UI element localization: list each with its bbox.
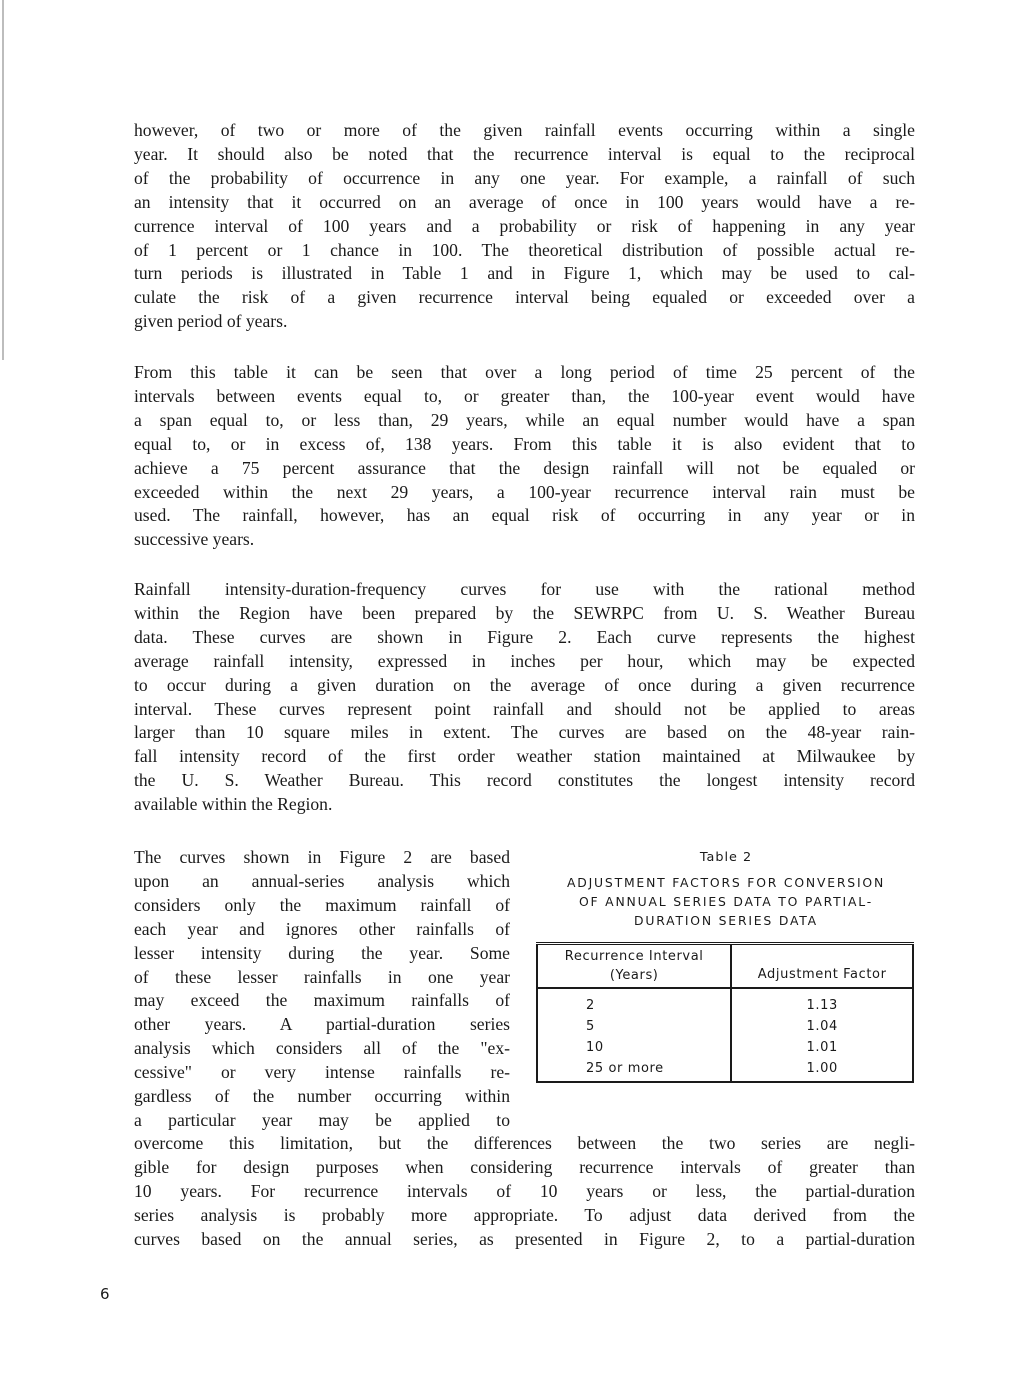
text-line: achieve a 75 percent assurance that the design rainfall will not be equaled or xyxy=(134,457,915,478)
text-line: larger than 10 square miles in extent. The curves are based on the 48-year rain- xyxy=(134,722,915,743)
text-line: may exceed the maximum rainfalls of xyxy=(134,990,510,1011)
text-line: the U. S. Weather Bureau. This record constitutes the longest intensity record xyxy=(134,770,915,791)
text-line: average rainfall intensity, expressed in inches per hour, which may be expected xyxy=(134,650,915,671)
paragraph-annual-series-continued xyxy=(134,1132,915,1252)
header-text: Recurrence Interval xyxy=(564,949,704,964)
header-text: (Years) xyxy=(609,968,659,983)
text-line: 10 years. For recurrence intervals of 10 years or less, the partial-duration xyxy=(134,1180,915,1201)
table-header-row xyxy=(537,944,913,989)
text-line: however, of two or more of the given rainfall events occurring within a single xyxy=(134,120,915,140)
table-title-line: DURATION SERIES DATA xyxy=(634,913,818,928)
text-line: gible for design purposes when considering recurrence intervals of greater than xyxy=(134,1156,915,1177)
header-adjustment-factor: Adjustment Factor xyxy=(731,944,913,989)
text-line: lesser intensity during the year. Some xyxy=(134,942,510,963)
scan-edge-mark xyxy=(2,0,4,360)
text-line: within the Region have been prepared by the SEWRPC from U. S. Weather Bureau xyxy=(134,602,915,623)
cell-factor: 1.00 xyxy=(731,1058,913,1082)
text-line: data. These curves are shown in Figure 2. Each curve represents the highest xyxy=(134,626,915,647)
text-line: of these lesser rainfalls in one year xyxy=(134,966,510,987)
adjustment-factors-table xyxy=(536,942,914,1083)
text-line: other years. A partial-duration series xyxy=(134,1014,510,1035)
paragraph-idf-curves xyxy=(134,578,915,817)
table-row xyxy=(537,1037,913,1058)
text-line: curves based on the annual series, as presented in Figure 2, to a partial-duration xyxy=(134,1228,915,1249)
text-line: series analysis is probably more appropriate. To adjust data derived from the xyxy=(134,1204,915,1225)
text-line: Rainfall intensity-duration-frequency curves for use with the rational method xyxy=(134,579,915,599)
text-line: turn periods is illustrated in Table 1 and in Figure 1, which may be used to cal- xyxy=(134,263,915,284)
paragraph-annual-series-left xyxy=(134,846,510,1133)
text-line: to occur during a given duration on the average of once during a given recurrence xyxy=(134,674,915,695)
table-title-line: OF ANNUAL SERIES DATA TO PARTIAL- xyxy=(578,894,874,909)
text-line: culate the risk of a given recurrence interval being equaled or exceeded over a xyxy=(134,287,915,308)
text-line: upon an annual-series analysis which xyxy=(134,870,510,891)
page-number: 6 xyxy=(100,1285,110,1303)
text-line: year. It should also be noted that the recurrence interval is equal to the reciprocal xyxy=(134,143,915,164)
text-line: equal to, or in excess of, 138 years. From this table it is also evident that to xyxy=(134,433,915,454)
table-title-line: ADJUSTMENT FACTORS FOR CONVERSION xyxy=(566,875,886,890)
text-line: gardless of the number occurring within xyxy=(134,1086,510,1107)
text-line: The curves shown in Figure 2 are based xyxy=(134,847,510,867)
text-line: each year and ignores other rainfalls of xyxy=(134,918,510,939)
text-line: of the probability of occurrence in any one year. For example, a rainfall of such xyxy=(134,167,915,188)
cell-interval: 2 xyxy=(537,988,731,1016)
text-line: available within the Region. xyxy=(134,794,333,815)
cell-interval: 5 xyxy=(537,1016,731,1037)
cell-factor: 1.13 xyxy=(731,988,913,1016)
text-line: From this table it can be seen that over a long period of time 25 percent of the xyxy=(134,362,915,382)
text-line: of 1 percent or 1 chance in 100. The theoretical distribution of possible actual re- xyxy=(134,239,915,260)
cell-interval: 10 xyxy=(537,1037,731,1058)
text-line: exceeded within the next 29 years, a 100-year recurrence interval rain must be xyxy=(134,481,915,502)
text-line: a span equal to, or less than, 29 years, while an equal number would have a span xyxy=(134,409,915,430)
table-row xyxy=(537,1016,913,1037)
text-line: considers only the maximum rainfall of xyxy=(134,894,510,915)
text-line: overcome this limitation, but the differences between the two series are negli- xyxy=(134,1133,915,1153)
text-line: interval. These curves represent point rainfall and should not be applied to areas xyxy=(134,698,915,719)
table-title xyxy=(536,873,916,930)
text-line: cessive" or very intense rainfalls re- xyxy=(134,1062,510,1083)
paragraph-recurrence-probability xyxy=(134,119,915,334)
text-line: currence interval of 100 years and a probability or risk of happening in any year xyxy=(134,215,915,236)
paragraph-table-interpretation xyxy=(134,361,915,552)
table-caption: Table 2 xyxy=(699,850,753,865)
text-line: used. The rainfall, however, has an equal risk of occurring in any year or in xyxy=(134,505,915,526)
text-line: a particular year may be applied to xyxy=(134,1109,510,1130)
text-line: successive years. xyxy=(134,529,255,550)
cell-factor: 1.04 xyxy=(731,1016,913,1037)
text-line: fall intensity record of the first order weather station maintained at Milwaukee by xyxy=(134,746,915,767)
header-recurrence-interval xyxy=(537,944,731,989)
text-line: an intensity that it occurred on an average of once in 100 years would have a re- xyxy=(134,191,915,212)
table-2 xyxy=(536,848,916,1083)
cell-interval: 25 or more xyxy=(537,1058,731,1082)
text-line: given period of years. xyxy=(134,311,288,332)
table-row xyxy=(537,988,913,1016)
cell-factor: 1.01 xyxy=(731,1037,913,1058)
text-line: analysis which considers all of the "ex- xyxy=(134,1038,510,1059)
text-line: intervals between events equal to, or greater than, the 100-year event would have xyxy=(134,385,915,406)
table-row xyxy=(537,1058,913,1082)
